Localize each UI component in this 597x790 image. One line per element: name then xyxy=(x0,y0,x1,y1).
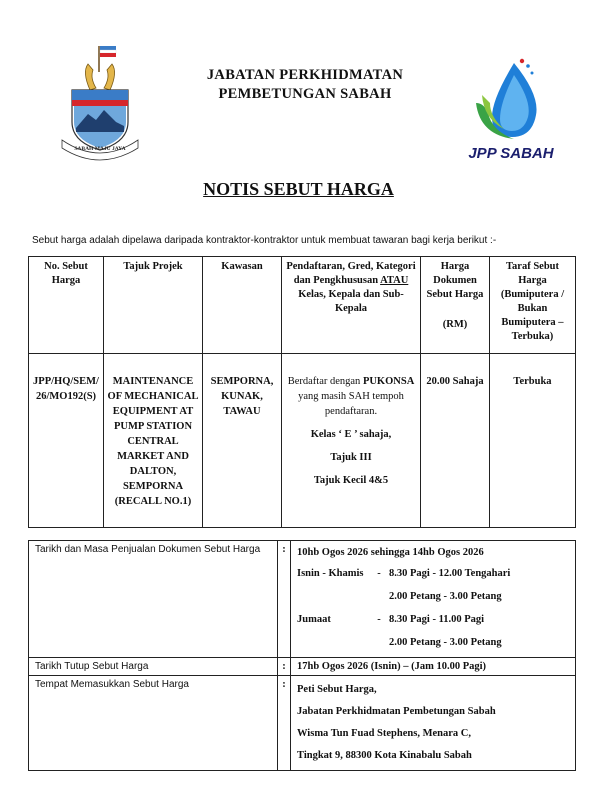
header-kawasan: Kawasan xyxy=(203,257,282,354)
pend-tajuk: Tajuk III xyxy=(330,452,372,463)
organization-title xyxy=(150,66,460,104)
header-no: No. Sebut Harga xyxy=(29,257,104,354)
cell-no: JPP/HQ/SEM/ 26/MO192(S) xyxy=(29,354,104,528)
dash: - xyxy=(377,614,381,625)
header-pend-pre: Pendaftaran, Gred, Kategori dan Pengkhususan xyxy=(286,261,416,286)
jpp-drop-logo xyxy=(470,55,550,145)
pend-post: yang masih SAH tempoh pendaftaran. xyxy=(298,391,404,417)
dash: - xyxy=(377,568,381,579)
tempat-line: Peti Sebut Harga, xyxy=(297,684,377,695)
pend-kelas: Kelas ‘ E ’ sahaja, xyxy=(310,429,392,440)
isnin-day: Isnin - Khamis xyxy=(297,568,364,579)
jpp-sabah-label: JPP SABAH xyxy=(468,145,554,162)
intro-text: Sebut harga adalah dipelawa daripada kontraktor-kontraktor untuk membuat tawaran bagi kerja berikut :- xyxy=(32,235,497,246)
cell-tajuk: MAINTENANCE OF MECHANICAL EQUIPMENT AT PUMP STATION CENTRAL MARKET AND DALTON, SEMPORNA (RECALL NO.1) xyxy=(104,354,203,528)
schedule xyxy=(297,562,569,654)
isnin-slot2: 2.00 Petang - 3.00 Petang xyxy=(389,591,502,602)
jualan-label: Tarikh dan Masa Penjualan Dokumen Sebut Harga xyxy=(29,541,278,658)
tutup-label: Tarikh Tutup Sebut Harga xyxy=(29,658,278,676)
jualan-dates: 10hb Ogos 2026 sehingga 14hb Ogos 2026 xyxy=(297,547,484,558)
details-row-tempat xyxy=(29,676,576,771)
crest-motto: SABAH MAJU JAYA xyxy=(74,146,126,152)
jualan-value xyxy=(291,541,576,658)
quotation-table xyxy=(28,256,576,528)
cell-harga: 20.00 Sahaja xyxy=(421,354,490,528)
table-row xyxy=(29,354,576,528)
org-line-1: JABATAN PERKHIDMATAN xyxy=(206,67,404,83)
jumaat-slot2: 2.00 Petang - 3.00 Petang xyxy=(389,637,502,648)
tempat-line: Wisma Tun Fuad Stephens, Menara C, xyxy=(297,728,471,739)
notice-title: NOTIS SEBUT HARGA xyxy=(203,179,394,199)
tempat-label: Tempat Memasukkan Sebut Harga xyxy=(29,676,278,771)
header-pend-atau: ATAU xyxy=(380,275,409,286)
header-taraf: Taraf Sebut Harga (Bumiputera / Bukan Bumiputera – Terbuka) xyxy=(490,257,576,354)
tempat-line: Jabatan Perkhidmatan Pembetungan Sabah xyxy=(297,706,496,717)
jumaat-slot1: 8.30 Pagi - 11.00 Pagi xyxy=(389,614,485,625)
org-line-2: PEMBETUNGAN SABAH xyxy=(218,86,392,102)
cell-taraf: Terbuka xyxy=(490,354,576,528)
colon: : xyxy=(278,658,291,676)
details-row-tutup xyxy=(29,658,576,676)
tempat-line: Tingkat 9, 88300 Kota Kinabalu Sabah xyxy=(297,750,472,761)
cell-pendaftaran xyxy=(282,354,421,528)
isnin-slot1: 8.30 Pagi - 12.00 Tengahari xyxy=(389,568,511,579)
tutup-value: 17hb Ogos 2026 (Isnin) – (Jam 10.00 Pagi) xyxy=(291,658,576,676)
pend-bold: PUKONSA xyxy=(362,376,415,387)
colon: : xyxy=(278,541,291,658)
header-harga-unit: (RM) xyxy=(442,319,468,330)
header-pend-post: Kelas, Kepala dan Sub-Kepala xyxy=(298,289,404,314)
pend-pre: Berdaftar dengan xyxy=(287,376,361,387)
details-row-jualan xyxy=(29,541,576,658)
colon: : xyxy=(278,676,291,771)
details-table xyxy=(28,540,576,771)
header-harga xyxy=(421,257,490,354)
sabah-crest-logo xyxy=(60,42,140,162)
table-header-row xyxy=(29,257,576,354)
header-harga-label: Harga Dokumen Sebut Harga xyxy=(426,261,484,300)
jumaat-day: Jumaat xyxy=(297,614,331,625)
header-tajuk: Tajuk Projek xyxy=(104,257,203,354)
header-pendaftaran xyxy=(282,257,421,354)
cell-kawasan: SEMPORNA, KUNAK, TAWAU xyxy=(203,354,282,528)
tempat-value xyxy=(291,676,576,771)
pend-tajuk-kecil: Tajuk Kecil 4&5 xyxy=(313,475,389,486)
